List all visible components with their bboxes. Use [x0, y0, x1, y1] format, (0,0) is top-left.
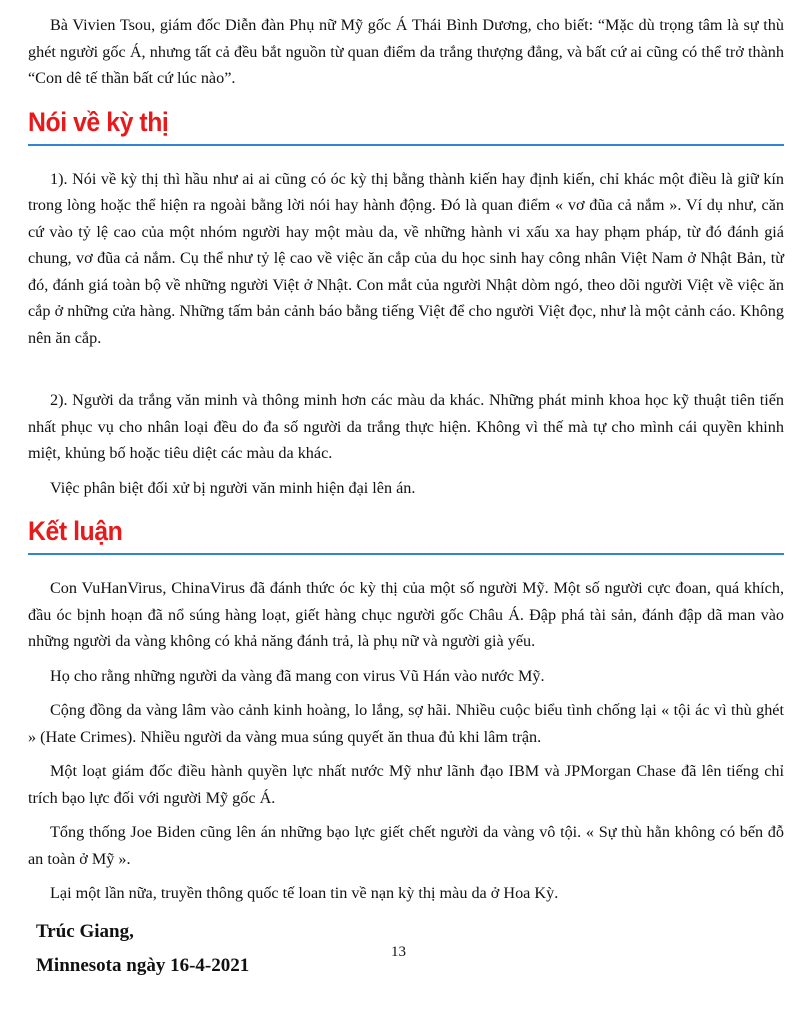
signature-author: Trúc Giang, [36, 920, 134, 942]
section-heading-discrimination [28, 100, 784, 146]
section-title: Kết luận [28, 516, 123, 546]
signature-place-date: Minnesota ngày 16-4-2021 [36, 954, 250, 976]
body-paragraph: Một loạt giám đốc điều hành quyền lực nhất nước Mỹ như lãnh đạo IBM và JPMorgan Chase đã lên tiếng chỉ trích bạo lực đối với người Mỹ gốc Á. [28, 762, 784, 807]
body-paragraph: Cộng đồng da vàng lâm vào cảnh kinh hoàng, lo lắng, sợ hãi. Nhiều cuộc biểu tình chống lại « tội ác vì thù ghét » (Hate Crimes). Nhiều người da vàng mua súng quyết ăn thua đủ khi lâm trận. [28, 701, 784, 746]
body-paragraph: 1). Nói về kỳ thị thì hầu như ai ai cũng có óc kỳ thị bằng thành kiến hay định kiến, chỉ khác một điều là giữ kín trong lòng hoặc thể hiện ra ngoài bằng lời nói hay hành động. Đó là quan điểm « vơ đũa cả nắm ». Ví dụ như, căn cứ vào tỷ lệ cao của một nhóm người hay một màu da, về những hành vi xấu xa hay phạm pháp, từ đó đánh giá chung, vơ đũa cả nắm. Cụ thể như tỷ lệ cao về việc ăn cắp của du học sinh hay công nhân Việt Nam ở Nhật Bản, từ đó, đánh giá toàn bộ về những người Việt ở Nhật. Con mắt của người Nhật dòm ngó, theo dõi người Việt về việc ăn cắp ở những cửa hàng. Những tấm bản cảnh báo bằng tiếng Việt để cho người Việt đọc, như là một cảnh cáo. Không nên ăn cắp. [28, 169, 784, 347]
intro-paragraph: Bà Vivien Tsou, giám đốc Diễn đàn Phụ nữ Mỹ gốc Á Thái Bình Dương, cho biết: “Mặc dù trọng tâm là sự thù ghét người gốc Á, nhưng tất cả đều bắt nguồn từ quan điểm da trắng thượng đẳng, và bất cứ ai cũng có thể trở thành “Con dê tế thần bất cứ lúc nào”. [28, 16, 784, 87]
body-paragraph: Con VuHanVirus, ChinaVirus đã đánh thức óc kỳ thị của một số người Mỹ. Một số người cực đoan, quá khích, đầu óc bịnh hoạn đã nổ súng hàng loạt, giết hàng chục người gốc Châu Á. Đập phá tài sản, đánh đập dã man vào những người da vàng không có khả năng đánh trả, là phụ nữ và người già yếu. [28, 579, 784, 650]
page-number: 13 [391, 944, 406, 960]
body-paragraph: Việc phân biệt đối xử bị người văn minh hiện đại lên án. [50, 478, 416, 497]
body-paragraph: Họ cho rằng những người da vàng đã mang con virus Vũ Hán vào nước Mỹ. [50, 666, 545, 685]
body-paragraph: Lại một lần nữa, truyền thông quốc tế loan tin về nạn kỳ thị màu da ở Hoa Kỳ. [50, 884, 559, 902]
body-paragraph: Tổng thống Joe Biden cũng lên án những bạo lực giết chết người da vàng vô tội. « Sự thù hằn không có bến đỗ an toàn ở Mỹ ». [28, 823, 784, 868]
body-paragraph: 2). Người da trắng văn minh và thông minh hơn các màu da khác. Những phát minh khoa học kỹ thuật tiên tiến nhất phục vụ cho nhân loại đều do đa số người da trắng thực hiện. Không vì thế mà tự cho mình cái quyền khinh miệt, khủng bố hoặc tiêu diệt các màu da khác. [28, 391, 784, 462]
heading-underline [28, 144, 784, 146]
section-heading-conclusion [28, 509, 784, 555]
section-title: Nói về kỳ thị [28, 106, 169, 137]
heading-underline [28, 553, 784, 555]
page-content [28, 12, 784, 983]
